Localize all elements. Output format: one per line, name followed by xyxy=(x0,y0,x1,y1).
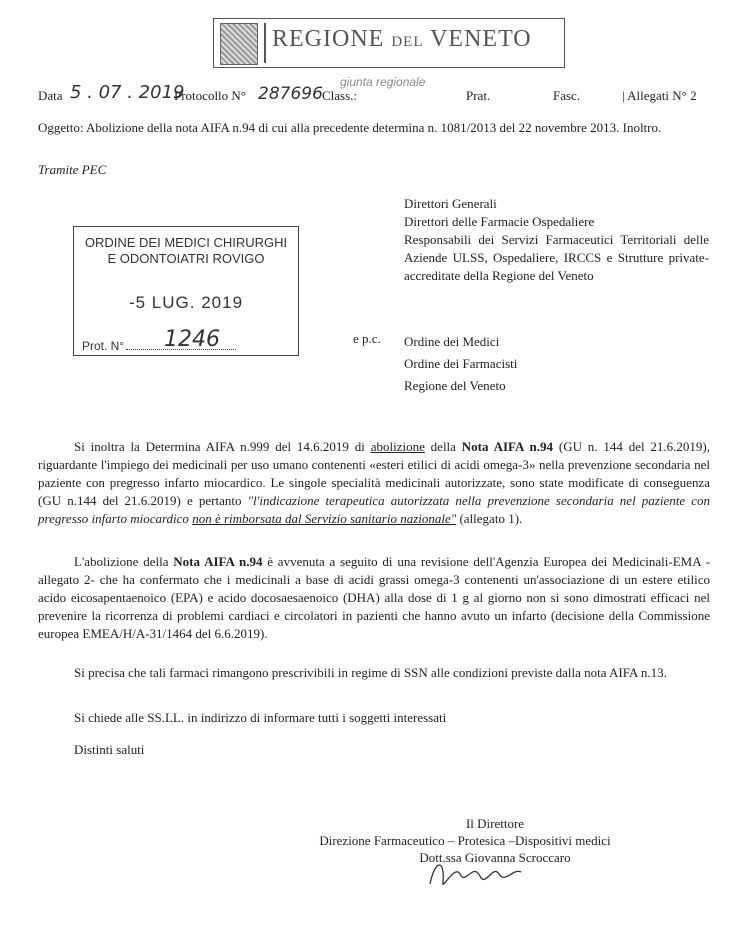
logo-divider xyxy=(264,23,266,63)
logo-text xyxy=(272,26,532,53)
class-label: Class.: xyxy=(322,88,358,103)
p1-quote: "l'indicazione terapeutica autorizzata nella prevenzione secondaria nel paziente con pregresso infarto miocardico xyxy=(38,493,710,526)
paragraph-1 xyxy=(38,438,710,528)
oggetto-subject: Oggetto: Abolizione della nota AIFA n.94 di cui alla precedente determina n. 1081/2013 del 22 novembre 2013. Inoltro. xyxy=(38,120,662,135)
cc-block xyxy=(404,331,517,397)
p1-quote-underlined: non è rimborsata dal Servizio sanitario nazionale" xyxy=(192,511,457,526)
protocollo-value: 287696 xyxy=(258,84,323,104)
p1-nota: Nota AIFA n.94 xyxy=(461,439,554,454)
fasc-label: Fasc. xyxy=(553,88,581,103)
data-label: Data xyxy=(38,88,63,103)
p1-text: Si inoltra la Determina AIFA n.999 del 14.6.2019 di xyxy=(74,439,371,454)
handwritten-signature xyxy=(425,854,525,894)
closing-text: Distinti saluti xyxy=(74,742,145,757)
stamp-prot-number: 1246 xyxy=(164,327,220,352)
paragraph-2 xyxy=(38,553,710,643)
stamp-org-line1: ORDINE DEI MEDICI CHIRURGHI xyxy=(84,235,288,250)
paragraph-4 xyxy=(38,709,710,727)
p2-text: è avvenuta a seguito di una revisione dell'Agenzia Europea dei Medicinali-EMA -allegato 2- che ha confermato che i medicinali a base di acidi grassi omega-3 contenenti un'associazione di un estere etilico acido eicosapentaenoico (EPA) e acido docosaesaenoico (DHA) alla dose di 1 g al giorno non si sono dimostrati efficaci nel prevenire la ricorrenza di problemi cardiaci e circolatori in pazienti che hanno avuto un infarto (decisione della Commissione europea EMEA/H/A-31/1464 del 6.6.2019). xyxy=(38,554,710,641)
stamp-date: -5 LUG. 2019 xyxy=(128,293,244,312)
signature-name: Dott.ssa Giovanna Scroccaro xyxy=(419,850,571,865)
data-value: 5 . 07 . 2019 xyxy=(70,82,185,103)
p1-text: della xyxy=(424,439,462,454)
reception-stamp xyxy=(73,226,299,356)
protocollo-label: Protocollo N° xyxy=(174,88,247,103)
allegati-label: | Allegati N° 2 xyxy=(622,88,697,103)
p1-abolizione: abolizione xyxy=(370,439,425,454)
giunta-regionale-label: giunta regionale xyxy=(340,75,426,89)
cc-line: Ordine dei Medici xyxy=(404,334,500,349)
logo-word-regione: REGIONE xyxy=(272,26,385,52)
p1-text: (allegato 1). xyxy=(456,511,523,526)
stamp-prot-label: Prot. N° xyxy=(82,339,125,353)
p1-text: (GU n. 144 del 21.6.2019), riguardante l'impiego dei medicinali per uso umano contenenti «esteri etilici di acidi omega-3» nella prevenzione secondaria nel paziente con pregresso infarto miocardico. Le singole specialità medicinali autorizzate, sono state modificate di conseguenza (GU n.144 del 21.6.2019) e pertanto xyxy=(38,439,711,508)
recipients-block xyxy=(404,195,709,285)
stamp-org-line2: E ODONTOIATRI ROVIGO xyxy=(107,251,265,266)
recipient-line: Direttori delle Farmacie Ospedaliere xyxy=(404,214,595,229)
tramite-pec: Tramite PEC xyxy=(38,162,107,177)
p2-text: L'abolizione della xyxy=(74,554,174,569)
recipient-line: Responsabili dei Servizi Farmaceutici Territoriali delle Aziende ULSS, Ospedaliere, IRCCS e Strutture private-accreditate della Regione del Veneto xyxy=(404,232,709,283)
signature-title: Il Direttore xyxy=(465,816,525,831)
regione-veneto-logo xyxy=(213,18,565,68)
cc-line: Regione del Veneto xyxy=(404,378,506,393)
coat-of-arms-icon xyxy=(220,23,258,65)
p4-text: Si chiede alle SS.LL. in indirizzo di informare tutti i soggetti interessati xyxy=(74,710,447,725)
signature-department: Direzione Farmaceutico – Protesica –Dispositivi medici xyxy=(319,833,611,848)
recipient-line: Direttori Generali xyxy=(404,196,497,211)
paragraph-5 xyxy=(38,741,710,759)
stamp-org xyxy=(74,235,298,267)
p2-nota: Nota AIFA n.94 xyxy=(173,554,263,569)
paragraph-3 xyxy=(38,664,710,682)
p3-text: Si precisa che tali farmaci rimangono prescrivibili in regime di SSN alle condizioni previste dalla nota AIFA n.13. xyxy=(74,665,667,680)
logo-word-del: DEL xyxy=(391,34,424,50)
logo-word-veneto: VENETO xyxy=(430,26,532,52)
cc-line: Ordine dei Farmacisti xyxy=(404,356,518,371)
epc-label: e p.c. xyxy=(353,331,381,346)
prat-label: Prat. xyxy=(466,88,491,103)
